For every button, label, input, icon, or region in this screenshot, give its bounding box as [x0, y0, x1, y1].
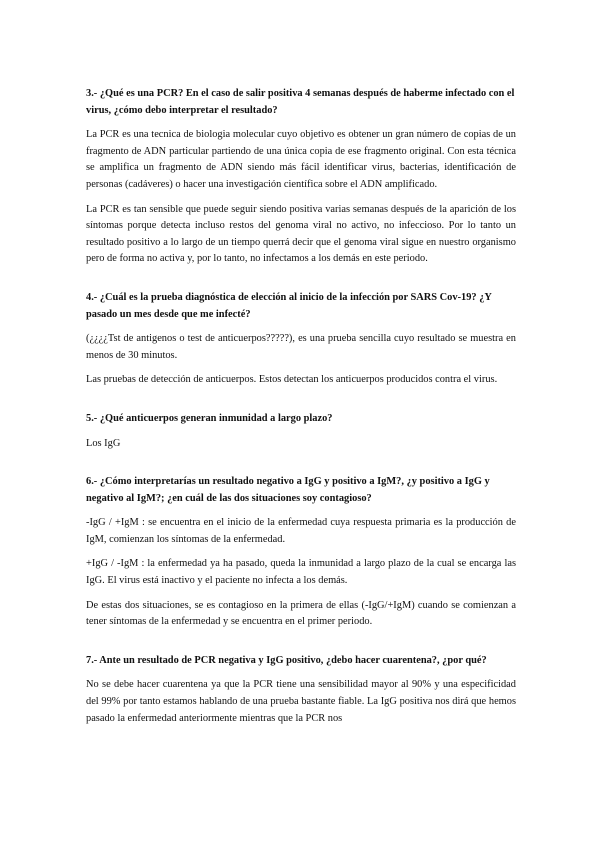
question-6-heading: 6.- ¿Cómo interpretarías un resultado negativo a IgG y positivo a IgM?, ¿y positivo a IgG y negativo al IgM?; ¿en cuál de las dos situaciones soy contagioso?	[86, 476, 490, 504]
question-6-paragraph-3: De estas dos situaciones, se es contagioso en la primera de ellas (-IgG/+IgM) cuando se comienzan a tener síntomas de la enfermedad y se encuentra en el primer periodo.	[86, 599, 516, 628]
question-5-paragraph-1: Los IgG	[86, 437, 121, 449]
question-3-paragraph-2: La PCR es tan sensible que puede seguir siendo positiva varias semanas después de la aparición de los síntomas porque detecta incluso restos del genoma viral no activo, no infeccioso. Por lo tanto un resultado positivo a lo largo de un tiempo querrá decir que el genoma viral sigue en nuestro organismo pero de forma no activa y, por lo tanto, no infectamos a los demás en este periodo.	[86, 203, 516, 265]
question-5-heading: 5.- ¿Qué anticuerpos generan inmunidad a largo plazo?	[86, 412, 333, 424]
document-page	[86, 86, 516, 727]
question-6-paragraph-2: +IgG / -IgM : la enfermedad ya ha pasado, queda la inmunidad a largo plazo de la cual se encarga las IgG. El virus está inactivo y el paciente no infecta a los demás.	[86, 558, 516, 587]
section-question-7	[86, 653, 516, 727]
question-7-heading: 7.- Ante un resultado de PCR negativa y IgG positivo, ¿debo hacer cuarentena?, ¿por qué?	[86, 654, 487, 666]
question-3-heading: 3.- ¿Qué es una PCR? En el caso de salir positiva 4 semanas después de haberme infectado con el virus, ¿cómo debo interpretar el resultado?	[86, 88, 515, 116]
section-question-4	[86, 290, 516, 389]
section-question-5	[86, 411, 516, 452]
question-4-heading: 4.- ¿Cuál es la prueba diagnóstica de elección al inicio de la infección por SARS Cov-19? ¿Y pasado un mes desde que me infecté?	[86, 291, 492, 320]
question-4-paragraph-2: Las pruebas de detección de anticuerpos. Estos detectan los anticuerpos producidos contra el virus.	[86, 374, 498, 386]
section-question-3	[86, 86, 516, 268]
question-7-paragraph-1: No se debe hacer cuarentena ya que la PCR tiene una sensibilidad mayor al 90% y una especificidad del 99% por tanto estamos hablando de una prueba bastante fiable. La IgG positiva nos dirá que hemos pasado la enfermedad anteriormente mientras que la PCR nos	[86, 679, 516, 724]
section-question-6	[86, 474, 516, 631]
question-4-paragraph-1: (¿¿¿¿Tst de antigenos o test de anticuerpos?????), es una prueba sencilla cuyo resultado se muestra en menos de 30 minutos.	[86, 333, 516, 361]
question-6-paragraph-1: -IgG / +IgM : se encuentra en el inicio de la enfermedad cuya respuesta primaria es la producción de IgM, comienzan los síntomas de la enfermedad.	[86, 517, 516, 545]
question-3-paragraph-1: La PCR es una tecnica de biologia molecular cuyo objetivo es obtener un gran número de copias de un fragmento de ADN particular partiendo de una única copia de ese fragmento original. Con esta técnica se amplifica un fragmento de ADN siendo más fácil identificar virus, bacterias, identificación de personas (cadáveres) o hacer una investigación científica sobre el ADN amplificado.	[86, 129, 516, 190]
